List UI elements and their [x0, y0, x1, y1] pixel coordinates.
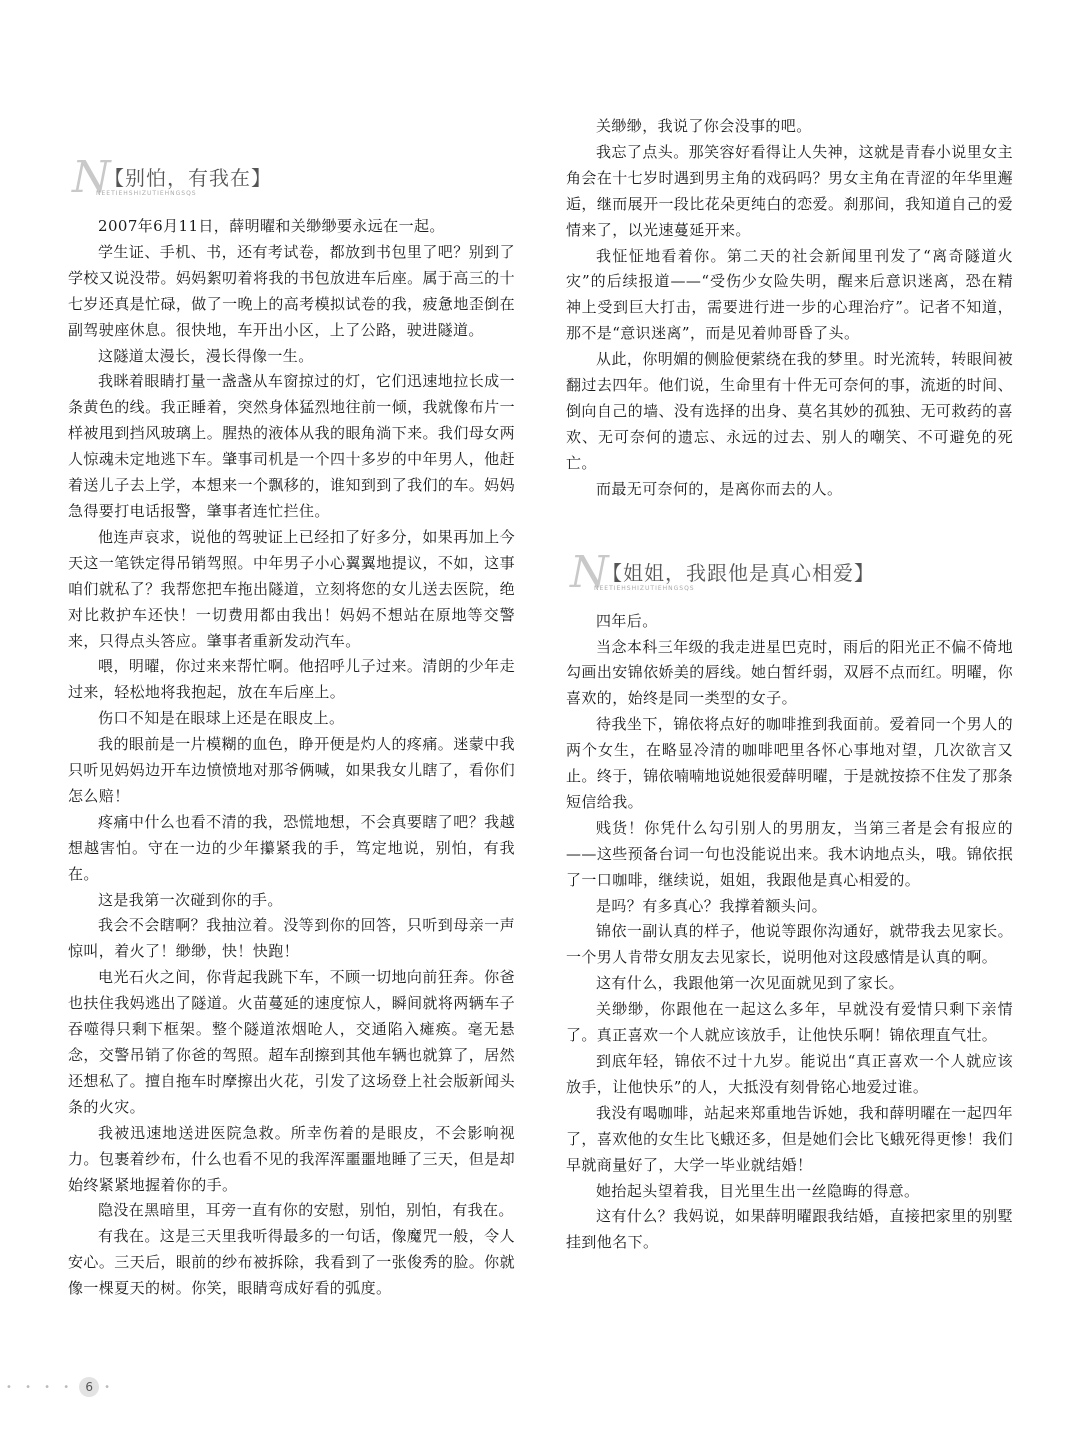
- section-subtitle: NEETIEHSHIZUTIEHNGSQS: [594, 584, 695, 592]
- paragraph: 有我在。这是三天里我听得最多的一句话，像魔咒一般，令人安心。三天后，眼前的纱布被拆除，我看到了一张俊秀的脸。你就像一棵夏天的树。你笑，眼睛弯成好看的弧度。: [68, 1227, 515, 1298]
- paragraph: 关缈缈，我说了你会没事的吧。: [596, 117, 812, 135]
- paragraph: 我忘了点头。那笑容好看得让人失神，这就是青春小说里女主角会在十七岁时遇到男主角的戏码吗？男女主角在青涩的年华里邂逅，继而展开一段比花朵更纯白的恋爱。刹那间，我知道自己的爱情来了，以光速蔓延开来。: [566, 142, 1013, 239]
- page-number: 6: [79, 1377, 99, 1397]
- paragraph: 我会不会瞎啊？我抽泣着。没等到你的回答，只听到母亲一声惊叫，着火了！缈缈，快！快跑！: [68, 916, 515, 961]
- right-column: [566, 114, 1013, 1256]
- paragraph: 我怔怔地看着你。第二天的社会新闻里刊发了“离奇隧道火灾”的后续报道——“受伤少女险失明，醒来后意识迷离，恐在精神上受到巨大打击，需要进行进一步的心理治疗”。记者不知道，那不是“意识迷离”，而是见着帅哥昏了头。: [566, 246, 1013, 343]
- paragraph: 我被迅速地送进医院急救。所幸伤着的是眼皮，不会影响视力。包裹着纱布，什么也看不见的我浑浑噩噩地睡了三天，但是却始终紧紧地握着你的手。: [68, 1123, 515, 1194]
- paragraph: 从此，你明媚的侧脸便萦绕在我的梦里。时光流转，转眼间被翻过去四年。他们说，生命里有十件无可奈何的事，流逝的时间、倒向自己的墙、没有选择的出身、莫名其妙的孤独、无可救药的喜欢、无可奈何的遗忘、永远的过去、别人的嘲笑、不可避免的死亡。: [566, 350, 1013, 472]
- paragraph: 这有什么，我跟他第一次见面就见到了家长。: [596, 974, 905, 993]
- paragraph: 这隧道太漫长，漫长得像一生。: [98, 346, 314, 365]
- paragraph: 是吗？有多真心？我撑着额头问。: [596, 896, 828, 915]
- footer-dots: • • • •: [6, 1381, 75, 1393]
- paragraph: 学生证、手机、书，还有考试卷，都放到书包里了吧？别到了学校又说没带。妈妈絮叨着将我的书包放进车后座。属于高三的十七岁还真是忙碌，做了一晚上的高考模拟试卷的我，疲惫地歪倒在副驾驶座休息。很快地，车开出小区，上了公路，驶进隧道。: [68, 242, 515, 339]
- section-heading: [68, 152, 515, 204]
- paragraph: 当念本科三年级的我走进星巴克时，雨后的阳光正不偏不倚地勾画出安锦依娇美的唇线。她白皙纤弱，双唇不点而红。明曜，你喜欢的，始终是同一类型的女子。: [566, 637, 1013, 708]
- section-title: 【姐姐，我跟他是真心相爱】: [602, 560, 875, 585]
- decorative-letter-n: N: [72, 152, 111, 203]
- decorative-letter-n: N: [570, 546, 609, 598]
- page-footer: [6, 1376, 115, 1398]
- paragraph: 她抬起头望着我，目光里生出一丝隐晦的得意。: [596, 1181, 920, 1200]
- paragraph: 关缈缈，你跟他在一起这么多年，早就没有爱情只剩下亲情了。真正喜欢一个人就应该放手，让他快乐啊！锦依理直气壮。: [566, 1000, 1013, 1045]
- paragraph: 到底年轻，锦依不过十九岁。能说出“真正喜欢一个人就应该放手，让他快乐”的人，大抵没有刻骨铭心地爱过谁。: [566, 1052, 1013, 1096]
- paragraph: 贱货！你凭什么勾引别人的男朋友，当第三者是会有报应的——这些预备台词一句也没能说出来。我木讷地点头，哦。锦依抿了一口咖啡，继续说，姐姐，我跟他是真心相爱的。: [566, 818, 1013, 889]
- section-heading: [566, 546, 1013, 599]
- section-subtitle: NEETIEHSHIZUTIEHNGSQS: [96, 190, 197, 197]
- paragraph: 我眯着眼睛打量一盏盏从车窗掠过的灯，它们迅速地拉长成一条黄色的线。我正睡着，突然身体猛烈地往前一倾，我就像布片一样被甩到挡风玻璃上。腥热的液体从我的眼角淌下来。我们母女两人惊魂未定地逃下车。肇事司机是一个四十多岁的中年男人，他赶着送儿子去上学，本想来一个飘移的，谁知到到了我们的车。妈妈急得要打电话报警，肇事者连忙拦住。: [68, 372, 515, 520]
- paragraph: 他连声哀求，说他的驾驶证上已经扣了好多分，如果再加上今天这一笔铁定得吊销驾照。中年男子小心翼翼地提议，不如，这事咱们就私了？我帮您把车拖出隧道，立刻将您的女儿送去医院，绝对比救护车还快！一切费用都由我出！妈妈不想站在原地等交警来，只得点头答应。肇事者重新发动汽车。: [68, 527, 515, 650]
- paragraph: 伤口不知是在眼球上还是在眼皮上。: [98, 709, 345, 728]
- paragraph: 这是我第一次碰到你的手。: [98, 890, 283, 909]
- paragraph: 这有什么？我妈说，如果薛明曜跟我结婚，直接把家里的别墅挂到他名下。: [566, 1207, 1013, 1252]
- paragraph: 四年后。: [596, 611, 658, 630]
- paragraph: 我没有喝咖啡，站起来郑重地告诉她，我和薛明曜在一起四年了，喜欢他的女生比飞蛾还多，但是她们会比飞蛾死得更惨！我们早就商量好了，大学一毕业就结婚！: [566, 1103, 1013, 1174]
- paragraph: 2007年6月11日，薛明曜和关缈缈要永远在一起。: [98, 217, 445, 235]
- footer-trail-dot: •: [104, 1381, 116, 1393]
- paragraph: 疼痛中什么也看不清的我，恐慌地想，不会真要瞎了吧？我越想越害怕。守在一边的少年攥紧我的手，笃定地说，别怕，有我在。: [68, 812, 515, 883]
- paragraph: 电光石火之间，你背起我跳下车，不顾一切地向前狂奔。你爸也扶住我妈逃出了隧道。火苗蔓延的速度惊人，瞬间就将两辆车子吞噬得只剩下框架。整个隧道浓烟呛人，交通陷入瘫痪。毫无悬念，交警吊销了你爸的驾照。超车刮擦到其他车辆也就算了，居然还想私了。擅自拖车时摩擦出火花，引发了这场登上社会版新闻头条的火灾。: [68, 968, 515, 1116]
- left-column: [68, 152, 515, 1302]
- paragraph: 而最无可奈何的，是离你而去的人。: [596, 479, 843, 498]
- paragraph: 我的眼前是一片模糊的血色，睁开便是灼人的疼痛。迷蒙中我只听见妈妈边开车边愤愤地对那爷俩喊，如果我女儿瞎了，看你们怎么赔！: [68, 735, 515, 805]
- paragraph: 喂，明曜，你过来来帮忙啊。他招呼儿子过来。清朗的少年走过来，轻松地将我抱起，放在车后座上。: [68, 657, 515, 702]
- paragraph: 待我坐下，锦依将点好的咖啡推到我面前。爱着同一个男人的两个女生，在略显冷清的咖啡吧里各怀心事地对望，几次欲言又止。终于，锦依喃喃地说她很爱薛明曜，于是就按捺不住发了那条短信给我。: [566, 715, 1013, 811]
- section-title: 【别怕，有我在】: [104, 166, 272, 190]
- paragraph: 锦依一副认真的样子，他说等跟你沟通好，就带我去见家长。一个男人肯带女朋友去见家长，说明他对这段感情是认真的啊。: [566, 922, 1013, 967]
- paragraph: 隐没在黑暗里，耳旁一直有你的安慰，别怕，别怕，有我在。: [98, 1201, 514, 1220]
